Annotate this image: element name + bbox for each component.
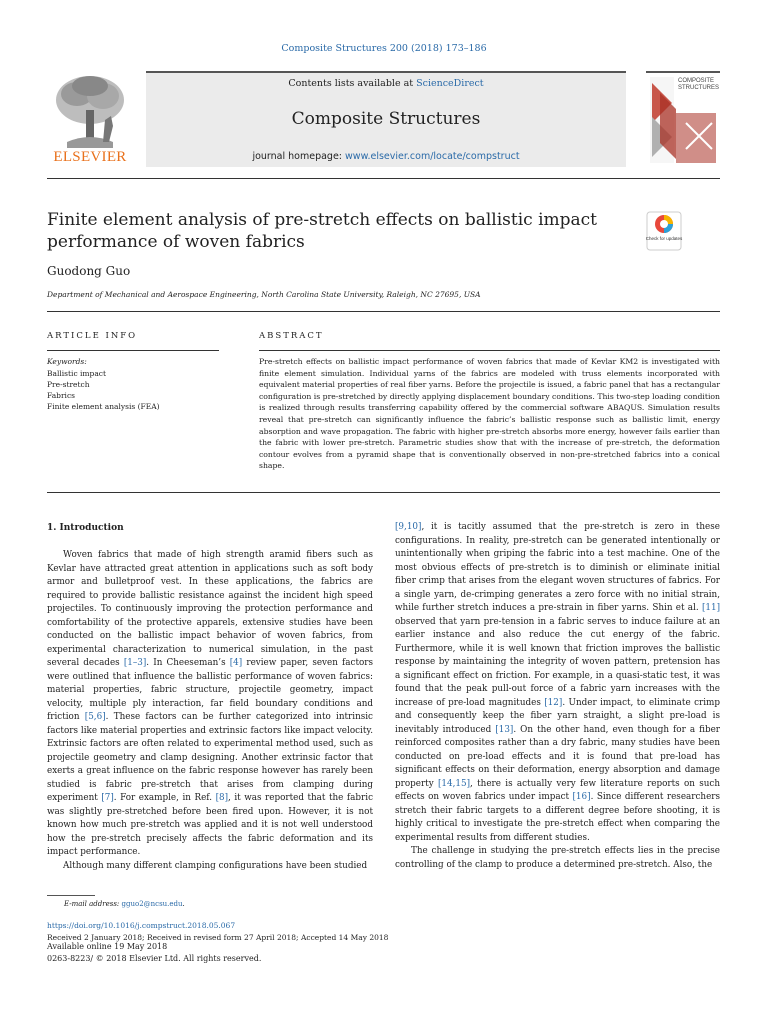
text-run: Woven fabrics that made of high strength aramid fibers such as Kevlar have attracted great attention in applications such as soft body armor and bulletproof vest. In these applications, the fabrics are required to provide ballistic resistance against the incident high speed projectiles. To continuously improving the protection performance and comfortability of the protective apparels, extensive studies have been conducted on the ballistic impact behavior of woven fabrics, from experimental characterization to numerical simulation, in the past several decades [47, 550, 373, 668]
journal-title: Composite Structures [291, 109, 481, 129]
email-link[interactable]: gguo2@ncsu.edu [121, 900, 183, 908]
cover-title-line-1: COMPOSITE [678, 78, 715, 84]
citation-link[interactable]: [5,6] [84, 712, 106, 722]
keyword-item: Pre-stretch [47, 380, 90, 389]
available-online: Available online 19 May 2018 [47, 942, 168, 951]
text-run: . For example, in Ref. [113, 793, 216, 803]
title-divider [47, 311, 720, 312]
received-dates: Received 2 January 2018; Received in revised form 27 April 2018; Accepted 14 May 2018 [47, 933, 389, 942]
journal-reference-link[interactable]: Composite Structures 200 (2018) 173–186 [281, 43, 487, 54]
elsevier-wordmark: ELSEVIER [53, 149, 127, 165]
copyright-notice: 0263-8223/ © 2018 Elsevier Ltd. All rights reserved. [47, 954, 262, 963]
text-run: . On the other hand, even though for a fiber reinforced composites rather than a dry fabric, many studies have been conducted on pre-load effects and it is found that pre-load has significant effects on their deformation, energy absorption and damage property [395, 724, 720, 789]
citation-link[interactable]: [14,15] [437, 778, 471, 789]
citation-link[interactable]: [13] [495, 724, 514, 735]
check-for-updates-icon[interactable] [646, 211, 682, 251]
homepage-prefix: journal homepage: [252, 151, 346, 162]
paper-title: Finite element analysis of pre-stretch effects on ballistic impact performance of woven fabrics [47, 210, 598, 252]
text-run: , there is actually very few literature reports on such effects on woven fabrics under impact [395, 778, 720, 802]
contents-line [146, 78, 626, 89]
text-run: , it is tacitly assumed that the pre-stretch is zero in these configurations. In reality, pre-stretch can be generated intentionally or unintentionally when griping the fabric into a test machine. One of the most obvious effects of pre-stretch is to diminish or eliminate initial fiber crimp that arises from the elegant woven structures of fabrics. For a single yarn, de-crimping generates a zero force with no initial strain, while further stretch induces a pre-strain in fiber yarns. Shin et al. [395, 522, 720, 613]
paragraph: Although many different clamping configurations have been studied [63, 860, 368, 871]
check-for-updates-label[interactable]: Check for updates [645, 236, 683, 241]
doi-link[interactable]: https://doi.org/10.1016/j.compstruct.2018.05.067 [47, 921, 236, 930]
abstract-label: ABSTRACT [259, 331, 324, 341]
citation-link[interactable]: [1–3] [123, 658, 147, 668]
keywords-list [47, 368, 219, 412]
keyword-item: Finite element analysis (FEA) [47, 402, 160, 411]
citation-link[interactable]: [7] [101, 793, 114, 803]
citation-link[interactable]: [16] [572, 792, 591, 802]
keyword-item: Fabrics [47, 391, 76, 400]
footnote-rule [47, 895, 95, 896]
citation-link[interactable]: [4] [229, 658, 243, 668]
homepage-link[interactable]: www.elsevier.com/locate/compstruct [345, 151, 520, 162]
body-column-left [47, 549, 373, 873]
contents-prefix: Contents lists available at [288, 78, 417, 89]
paragraph: The challenge in studying the pre-stretch effects lies in the precise controlling of the clamp to produce a determined pre-stretch. Also, the [395, 846, 720, 870]
body-column-right [395, 521, 720, 872]
citation-link[interactable]: [11] [701, 603, 720, 613]
article-info-label: ARTICLE INFO [47, 331, 138, 341]
author-name: Guodong Guo [47, 264, 131, 278]
author-email-footnote [64, 900, 185, 908]
abstract-divider [47, 492, 720, 493]
section-heading-introduction: 1. Introduction [47, 523, 124, 533]
abstract-rule [259, 350, 720, 351]
homepage-line [146, 151, 626, 162]
cover-title-line-2: STRUCTURES [678, 85, 720, 91]
author-affiliation: Department of Mechanical and Aerospace Engineering, North Carolina State University, Raleigh, NC 27695, USA [47, 290, 481, 299]
cover-title [678, 78, 720, 92]
email-end: . [182, 900, 185, 908]
sciencedirect-link[interactable]: ScienceDirect [416, 78, 484, 89]
text-run: . Since different researchers stretch their fabric targets to a different degree before shooting, it is highly critical to investigate the pre-stretch effect when comparing the experimental results from different studies. [395, 792, 720, 843]
citation-link[interactable]: [9,10] [395, 522, 422, 532]
citation-link[interactable]: [12] [544, 697, 563, 708]
keywords-heading: Keywords: [47, 357, 87, 366]
text-run: review paper, seven factors were outlined that influence the ballistic performance of woven fabrics: material properties, fabric structure, projectile geometry, impact velocity, multiple ply interaction, far field boundary conditions and friction [47, 658, 374, 722]
text-run: observed that yarn pre-tension in a fabric serves to induce failure at an earlier instance and also reduce the cut energy of the fabric. Furthermore, while it is well known that friction improves the ballistic response by maintaining the integrity of woven pattern, pretension has a significant effect on friction. For example, in a quasi-static test, it was found that the peak pull-out force of a fabric yarn increases with the increase of pre-load magnitudes [395, 616, 720, 708]
email-label: E-mail address: [64, 900, 122, 908]
article-info-rule [47, 350, 219, 351]
citation-link[interactable]: [8] [215, 793, 229, 803]
text-run: , it was reported that the fabric was slightly pre-stretched before been fired upon. However, it is not known how much pre-stretch was applied and it is not well understood how the pre-stretch precisely affects the fabric deformation and its impact performance. [47, 793, 373, 857]
keyword-item: Ballistic impact [47, 369, 107, 378]
text-run: . Under impact, to eliminate crimp and consequently keep the fiber yarn straight, a slight pre-load is inevitably introduced [395, 697, 720, 735]
text-run: . In Cheeseman’s [146, 658, 230, 668]
header-divider [47, 178, 720, 179]
abstract-text: Pre-stretch effects on ballistic impact performance of woven fabrics that made of Kevlar KM2 is investigated with finite element simulation. Individual yarns of the fabrics are modeled with truss elements incorporated with equivalent material properties of real fiber yarns. Before the projectile is issued, a fabric panel that has a rectangular configuration is pre-stretched by directly applying displacement boundary conditions. This two-step loading condition is realized through results transferring capability offered by the commercial software ABAQUS. Simulation results reveal that pre-stretch can significantly influence the fabric’s ballistic response such as ballistic limit, energy absorption and wave propagation. The fabric with higher pre-stretch absorbs more energy, however fails earlier than the fabric with lower pre-stretch. Parametric studies show that with the increase of pre-stretch, the deformation contour evolves from a pyramid shape that is conventionally observed in non-pre-stretched fabrics into a conical shape. [259, 357, 720, 471]
paragraph [395, 521, 720, 845]
paragraph [47, 549, 373, 860]
text-run: . These factors can be further categorized into intrinsic factors like material properties and extrinsic factors like impact velocity. Extrinsic factors are often related to experimental method used, such as projectile geometry and clamp designing. Another extrinsic factor that exerts a great influence on the fabric response however has rarely been studied is fabric pre-stretch that arises from clamping during experiment [47, 712, 373, 803]
